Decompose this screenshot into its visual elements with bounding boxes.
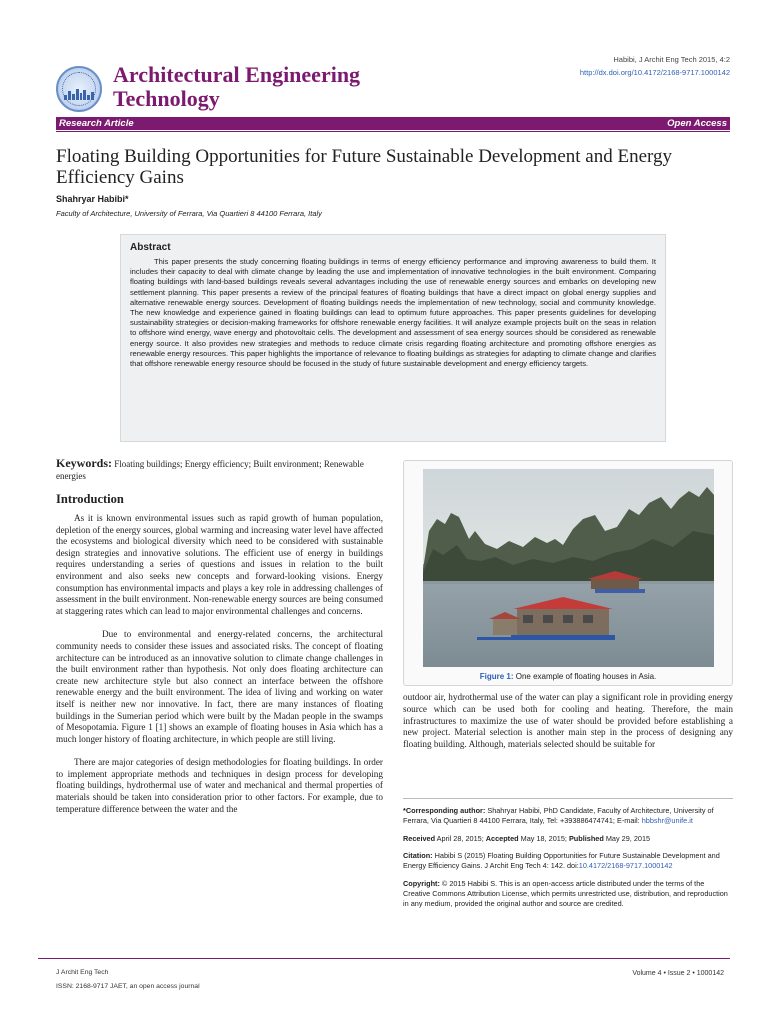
footer-divider <box>38 958 730 959</box>
abstract-box <box>120 234 666 442</box>
left-column <box>56 457 383 827</box>
keywords-text: Floating buildings; Energy efficiency; Built environment; Renewable energies <box>56 459 364 481</box>
header-citation-block <box>580 53 730 79</box>
intro-paragraph-1: As it is known environmental issues such as rapid growth of human population, depletion of the energy sources, global warming and increasing water level have affected the ecosystems and biological diversity which need to be considered with sustainable design strategies and innovative solutions. The efficient use of energy in buildings requires understanding a series of questions and issues in relation to the built environment and also seeks new concepts and forward-looking visions. Energy consumption has environmental impacts and plays a key role in addressing challenges of assessment in the built environment. Non-renewable energy sources are being consumed at staggering rates which can lead to major environmental challenges and concerns. <box>56 513 383 616</box>
dates <box>403 834 733 844</box>
citation-doi-link[interactable]: 10.4172/2168-9717.1000142 <box>578 861 673 871</box>
published-label: Published <box>568 833 604 843</box>
corr-text: Shahryar Habibi, PhD Candidate, Faculty of Architecture, University of Ferrara, Via Quartieri 8 44100 Ferrara, Italy, Tel: +393886474741; E-mail: <box>403 806 714 825</box>
published-date: May 29, 2015 <box>605 833 651 843</box>
header-doi-link[interactable]: http://dx.doi.org/10.4172/2168-9717.1000142 <box>579 68 730 77</box>
footer-volume: Volume 4 • Issue 2 • 1000142 <box>632 970 724 977</box>
received-label: Received <box>403 833 436 843</box>
citation <box>403 851 733 871</box>
copyright-label: Copyright: <box>403 878 440 888</box>
header-divider <box>56 131 730 132</box>
keywords-label: Keywords: <box>56 456 112 470</box>
figure-caption <box>404 672 732 681</box>
abstract-heading: Abstract <box>130 242 171 253</box>
corresponding-author <box>403 806 733 826</box>
header-citation: Habibi, J Archit Eng Tech 2015, 4:2 <box>613 55 730 64</box>
abstract-text: This paper presents the study concerning floating buildings in terms of energy efficiency performance and improving awareness to build them. It includes their capacity to deal with climate change by leading the use and implementation of innovative technologies in the built environment. Comparing floating buildings with land-based buildings reveals several advantages including the use of renewable energy sources and embarks on developing new settlement planning. This paper presents a review of the principal features of floating buildings that have a direct impact on global energy supplies and alternative renewable energy sources. Development of floating buildings needs the implementation of new technology, social and community knowledge. The new knowledge and experience gained in floating buildings can lead to optimum future approaches. This paper presents guidelines for developing sustainability strategies or decision-making frameworks for offshore renewable energy facilities. It will analyze example projects built on the seas in relation to offshore wind energy, wave energy and photovoltaic cells. The development and assessment of sea energy sources should be considered as renewable energy source. It also provides new strategies and methods to reduce climate crisis regarding floating architecture and promoting offshore energies as renewable energy resources. This paper highlights the importance of relevance to floating buildings as strategies for adapting to climate change and clarifies that offshore renewable energy resource should be focused in the study of future sustainable development and energy efficiency targets. <box>130 257 656 369</box>
introduction-heading: Introduction <box>56 492 124 506</box>
journal-title: Architectural Engineering Technology <box>113 62 361 111</box>
corr-label: *Corresponding author: <box>403 806 486 815</box>
article-title: Floating Building Opportunities for Future Sustainable Development and Energy Efficiency Gains <box>56 146 673 188</box>
article-type: Research Article <box>59 118 134 129</box>
figure-1 <box>403 460 733 686</box>
copyright <box>403 879 733 908</box>
citation-label: Citation: <box>403 851 433 861</box>
right-column <box>403 692 733 751</box>
footer-journal-abbrev: J Archit Eng Tech <box>56 969 109 976</box>
article-notes <box>403 798 733 916</box>
intro-paragraph-2: Due to environmental and energy-related concerns, the architectural community needs to consider these issues and associated risks. The concept of floating architecture can be introduced as an innovative solution to climate change challenges in the built environment rather than hypothesis. Not only does floating architecture can create new architecture style but also connect an interface between the offshore renewable energy and the built environment. The idea of living and working on water itself is neither new nor innovative. In fact, there are many instances of floating buildings in the Sumerian period which were built by the Madan people in the swamps of Mesopotamia. Figure 1 [1] shows an example of floating houses in Asia which has a much longer history of floating architecture, in which people are still living. <box>56 629 383 744</box>
intro-paragraph-3: There are major categories of design methodologies for floating buildings. In order to implement appropriate methods and techniques in design process for developing floating buildings, hydrothermal use of water and mechanical and thermal properties of materials should be taken into consideration prior to other factors. For example, due to temperature difference between the water and the <box>56 757 383 814</box>
article-affiliation: Faculty of Architecture, University of Ferrara, Via Quartieri 8 44100 Ferrara, Italy <box>56 209 322 218</box>
keywords <box>56 457 383 482</box>
received-date: April 28, 2015; <box>436 833 484 843</box>
accepted-label: Accepted <box>485 833 519 843</box>
footer-issn: ISSN: 2168-9717 JAET, an open access journal <box>56 983 200 990</box>
copyright-text: © 2015 Habibi S. This is an open-access article distributed under the terms of the Creative Commons Attribution License, which permits unrestricted use, distribution, and reproduction in any medium, provided the original author and source are credited. <box>403 878 728 908</box>
right-paragraph: outdoor air, hydrothermal use of the water can play a significant role in providing energy source which can be used both for cooling and heating. Therefore, the main infrastructures to maximize the use of water should be provided before establishing a new project. Material selection is another main step in the process of designing any floating building. Although, materials selected should be suitable for <box>403 692 733 750</box>
open-access-label: Open Access <box>667 118 727 129</box>
footer-journal-info <box>56 966 200 994</box>
accepted-date: May 18, 2015; <box>520 833 567 843</box>
citation-text: Habibi S (2015) Floating Building Opportunities for Future Sustainable Development and Energy Efficiency Gains. J Archit Eng Tech 4: 142. doi: <box>403 851 720 871</box>
article-author: Shahryar Habibi* <box>56 194 129 204</box>
article-type-band <box>56 117 730 130</box>
journal-logo <box>56 66 102 112</box>
floating-houses-photo <box>423 469 714 667</box>
figure-caption-text: One example of floating houses in Asia. <box>515 672 657 681</box>
corr-email-link[interactable]: hbbshr@unife.it <box>641 815 693 825</box>
figure-label: Figure 1: <box>479 672 514 681</box>
